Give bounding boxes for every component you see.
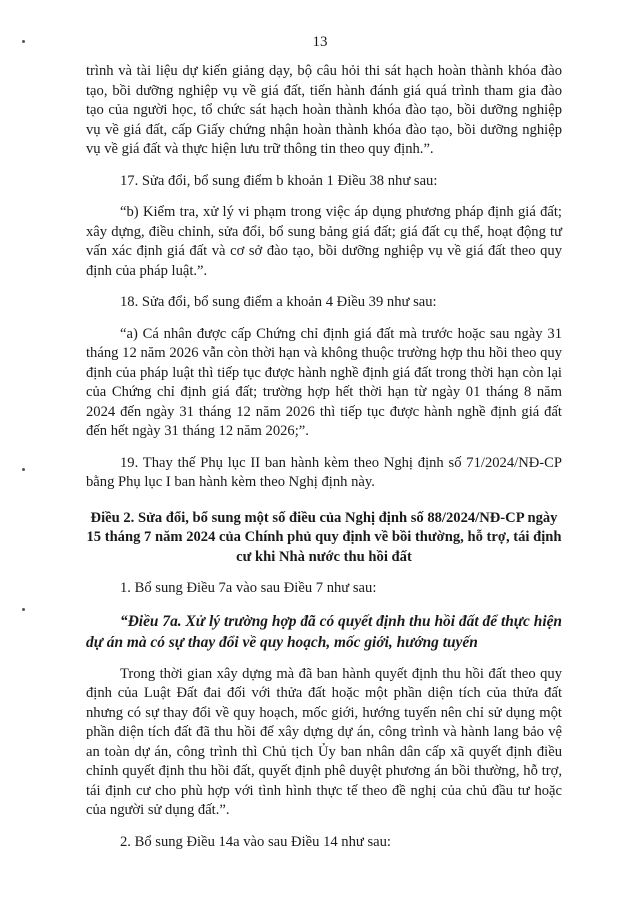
- paragraph-clause-1: 1. Bổ sung Điều 7a vào sau Điều 7 như sau:: [120, 580, 377, 596]
- scan-mark: [22, 608, 25, 611]
- page-number: 13: [312, 34, 328, 50]
- paragraph-continuation: trình và tài liệu dự kiến giảng dạy, bộ câu hỏi thi sát hạch hoàn thành khóa đào tạo, bồi dưỡng nghiệp vụ về giá đất, tiến hành đánh giá quá trình tham gia đào tạo của người học, tổ chức sát hạch hoàn thành khóa đào tạo, bồi dưỡng nghiệp vụ về giá đất, cấp Giấy chứng nhận hoàn thành khóa đào tạo, bồi dưỡng nghiệp vụ về giá đất và thực hiện lưu trữ thông tin theo quy định.”.: [86, 63, 562, 157]
- paragraph-clause-2: 2. Bổ sung Điều 14a vào sau Điều 14 như sau:: [120, 833, 391, 850]
- document-body: [86, 62, 562, 852]
- paragraph-item-17: 17. Sửa đổi, bổ sung điểm b khoản 1 Điều 38 như sau:: [120, 172, 438, 189]
- paragraph-item-18: 18. Sửa đổi, bổ sung điểm a khoản 4 Điều 39 như sau:: [120, 294, 437, 310]
- article-7a-heading: “Điều 7a. Xử lý trường hợp đã có quyết định thu hồi đất để thực hiện dự án mà có sự thay đổi về quy hoạch, mốc giới, hướng tuyến: [86, 612, 562, 651]
- scan-mark: [22, 468, 25, 471]
- paragraph-quote-b: “b) Kiểm tra, xử lý vi phạm trong việc áp dụng phương pháp định giá đất; xây dựng, điều chỉnh, sửa đổi, bổ sung bảng giá đất; giá đất cụ thể, hoạt động tư vấn xác định giá đất và cơ sở đào tạo, bồi dưỡng nghiệp vụ về giá đất theo quy định của pháp luật.”.: [86, 204, 562, 279]
- paragraph-article-7a-body: Trong thời gian xây dựng mà đã ban hành quyết định thu hồi đất theo quy định của Luật Đất đai đối với thửa đất hoặc một phần diện tích của thửa đất nhưng có sự thay đổi về quy hoạch, mốc giới, hướng tuyến nên chỉ sử dụng một phần diện tích đất đã thu hồi để xây dựng dự án, công trình và hành lang bảo vệ an toàn dự án, công trình thì Chủ tịch Ủy ban nhân dân cấp xã quyết định điều chỉnh quyết định thu hồi đất, quyết định phê duyệt phương án bồi thường, hỗ trợ, tái định cư cho phù hợp với tình hình thực tế theo đề nghị của chủ đầu tư hoặc của người sử dụng đất.”.: [86, 665, 562, 818]
- paragraph-item-19: 19. Thay thế Phụ lục II ban hành kèm theo Nghị định số 71/2024/NĐ-CP bằng Phụ lục I ban hành kèm theo Nghị định này.: [86, 454, 562, 490]
- article-2-heading: Điều 2. Sửa đổi, bổ sung một số điều của Nghị định số 88/2024/NĐ-CP ngày 15 tháng 7 năm 2024 của Chính phủ quy định về bồi thường, hỗ trợ, tái định cư khi Nhà nước thu hồi đất: [86, 509, 562, 565]
- paragraph-quote-a: “a) Cá nhân được cấp Chứng chỉ định giá đất mà trước hoặc sau ngày 31 tháng 12 năm 2026 vẫn còn thời hạn và không thuộc trường hợp thu hồi theo quy định của pháp luật thì tiếp tục được hành nghề định giá đất trong thời hạn còn lại của Chứng chỉ định giá đất; trường hợp hết thời hạn từ ngày 01 tháng 8 năm 2024 đến ngày 31 tháng 12 năm 2026 thì tiếp tục được hành nghề định giá đất đến hết ngày 31 tháng 12 năm 2026;”.: [86, 325, 562, 439]
